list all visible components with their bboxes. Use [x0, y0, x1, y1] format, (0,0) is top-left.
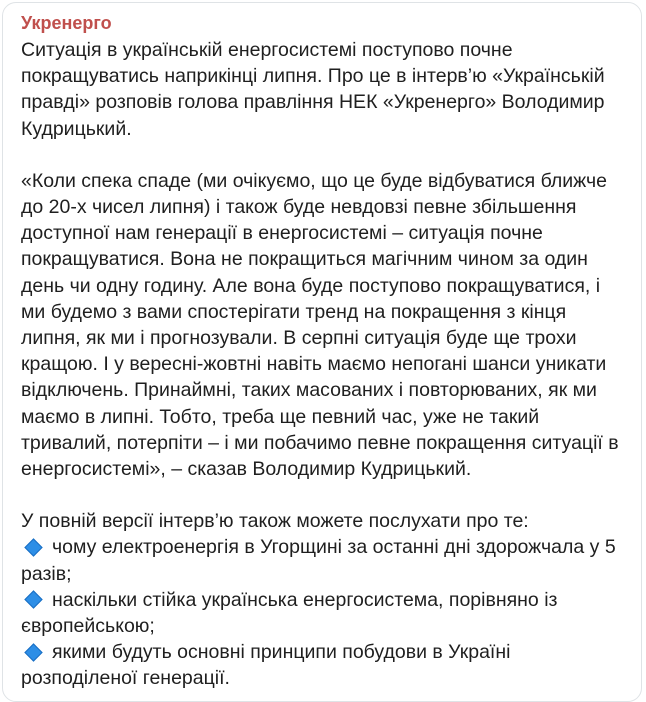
sender-name[interactable]: Укренерго [21, 13, 112, 33]
bullet-item [21, 587, 629, 639]
paragraph-gap [21, 482, 629, 508]
bullet-text: якими будуть основні принципи побудови в Україні розподіленої генерації. [21, 641, 511, 690]
bullet-text: чому електроенергія в Угорщині за останні дні здорожчала у 5 разів; [21, 536, 616, 585]
bullet-text: наскільки стійка українська енергосистема, порівняно із європейською; [21, 588, 558, 638]
message-paragraph-1: Ситуація в українській енергосистемі поступово почне покращуватись наприкінці липня. Про це в інтерв’ю «Українській правді» розповів голова правління НЕК «Укренерго» Володимир Кудрицький. [21, 39, 605, 140]
message-bubble [2, 2, 642, 702]
message-intro: У повній версії інтерв’ю також можете послухати про те: [21, 510, 529, 533]
paragraph-gap [21, 142, 629, 168]
blue-diamond-icon [24, 643, 42, 661]
message-paragraph-2: «Коли спека спаде (ми очікуємо, що це буде відбуватися ближче до 20-х чисел липня) і також буде невдовзі певне збільшення доступної нам генерації в енергосистемі – ситуація почне покращуватися. Вона не покращиться магічним чином за один день чи одну годину. Але вона буде поступово покращуватися, і ми будемо з вами спостерігати тренд на покращення з кінця липня, як ми і прогнозували. В серпні ситуація буде ще трохи кращою. І у вересні-жовтні навіть маємо непогані шанси уникати відключень. Принаймні, таких масованих і повторюваних, як ми маємо в липні. Тобто, треба ще певний час, уже не такий тривалий, потерпіти – і ми побачимо певне покращення ситуації в енергосистемі», – сказав Володимир Кудрицький. [21, 169, 619, 481]
bullet-item [21, 639, 629, 691]
blue-diamond-icon [24, 591, 42, 609]
bullet-item [21, 534, 629, 586]
blue-diamond-icon [24, 538, 42, 556]
